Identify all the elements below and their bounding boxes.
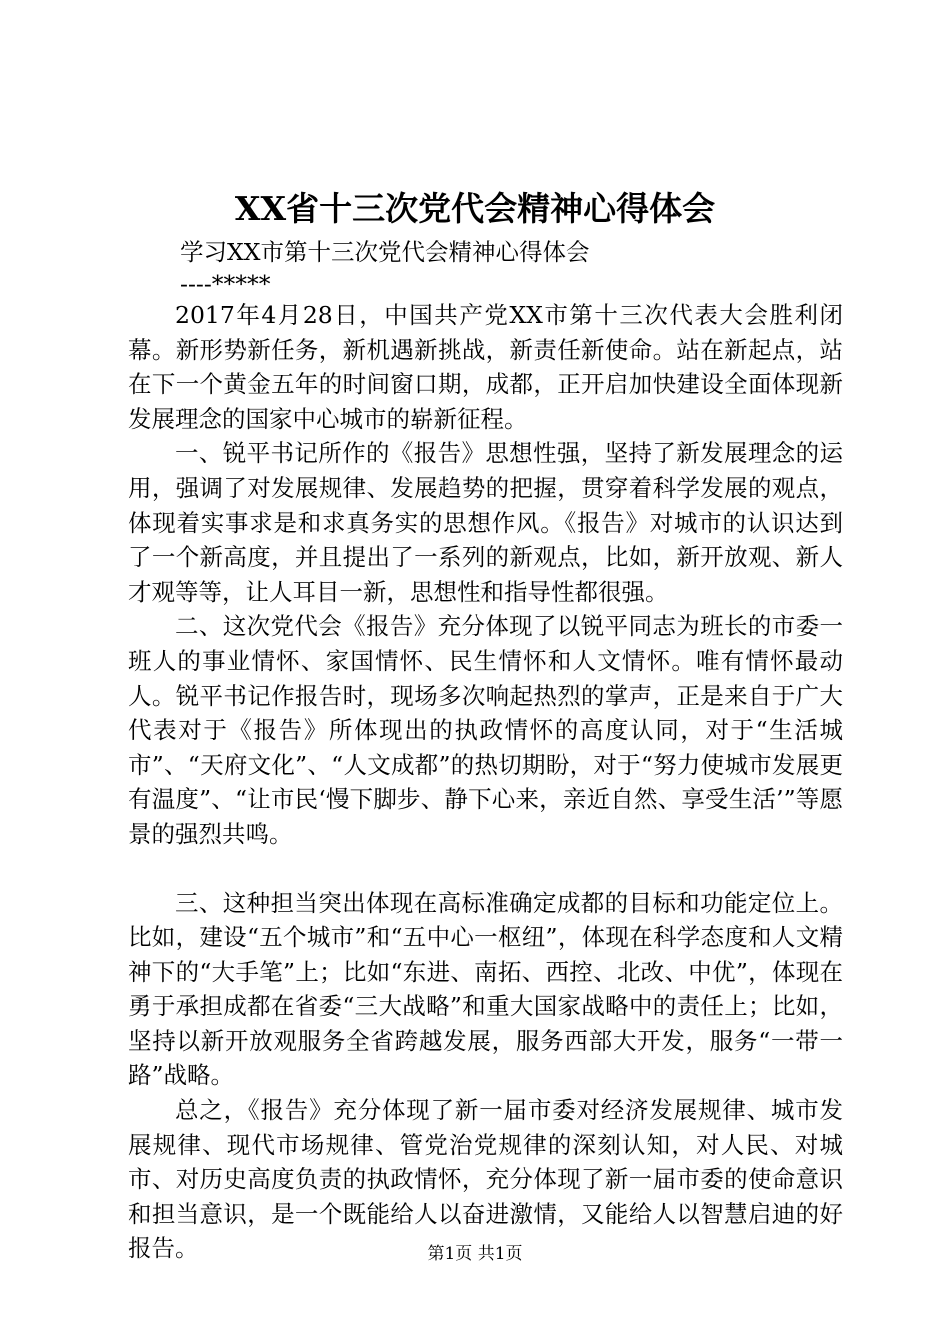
document-author: ----***** [180,270,271,298]
document-subtitle: 学习XX市第十三次党代会精神心得体会 [180,238,590,266]
document-title: XX省十三次党代会精神心得体会 [234,189,716,228]
paragraph-intro: 2017年4月28日，中国共产党XX市第十三次代表大会胜利闭幕。新形势新任务，新机遇新挑战，新责任新使命。站在新起点，站在下一个黄金五年的时间窗口期，成都，正开启加快建设全面体现新发展理念的国家中心城市的崭新征程。 [128,301,843,433]
paragraph-one: 一、锐平书记所作的《报告》思想性强，坚持了新发展理念的运用，强调了对发展规律、发展趋势的把握，贯穿着科学发展的观点，体现着实事求是和求真务实的思想作风。《报告》对城市的认识达到了一个新高度，并且提出了一系列的新观点，比如，新开放观、新人才观等等，让人耳目一新，思想性和指导性都很强。 [128,439,843,606]
page-footer: 第1页 共1页 [427,1244,523,1264]
paragraph-three: 三、这种担当突出体现在高标准确定成都的目标和功能定位上。比如，建设“五个城市”和“五中心一枢纽”，体现在科学态度和人文精神下的“大手笔”上；比如“东进、南拓、西控、北改、中优”，体现在勇于承担成都在省委“三大战略”和重大国家战略中的责任上；比如，坚持以新开放观服务全省跨越发展，服务西部大开发，服务“一带一路”战略。 [128,888,843,1090]
paragraph-summary: 总之，《报告》充分体现了新一届市委对经济发展规律、城市发展规律、现代市场规律、管党治党规律的深刻认知，对人民、对城市、对历史高度负责的执政情怀，充分体现了新一届市委的使命意识和担当意识，是一个既能给人以奋进激情，又能给人以智慧启迪的好报告。 [128,1096,843,1263]
paragraph-two: 二、这次党代会《报告》充分体现了以锐平同志为班长的市委一班人的事业情怀、家国情怀、民生情怀和人文情怀。唯有情怀最动人。锐平书记作报告时，现场多次响起热烈的掌声，正是来自于广大代表对于《报告》所体现出的执政情怀的高度认同，对于“生活城市”、“天府文化”、“人文成都”的热切期盼，对于“努力使城市发展更有温度”、“让市民‘慢下脚步、静下心来，亲近自然、享受生活’”等愿景的强烈共鸣。 [128,612,843,848]
document-body [128,298,843,1266]
